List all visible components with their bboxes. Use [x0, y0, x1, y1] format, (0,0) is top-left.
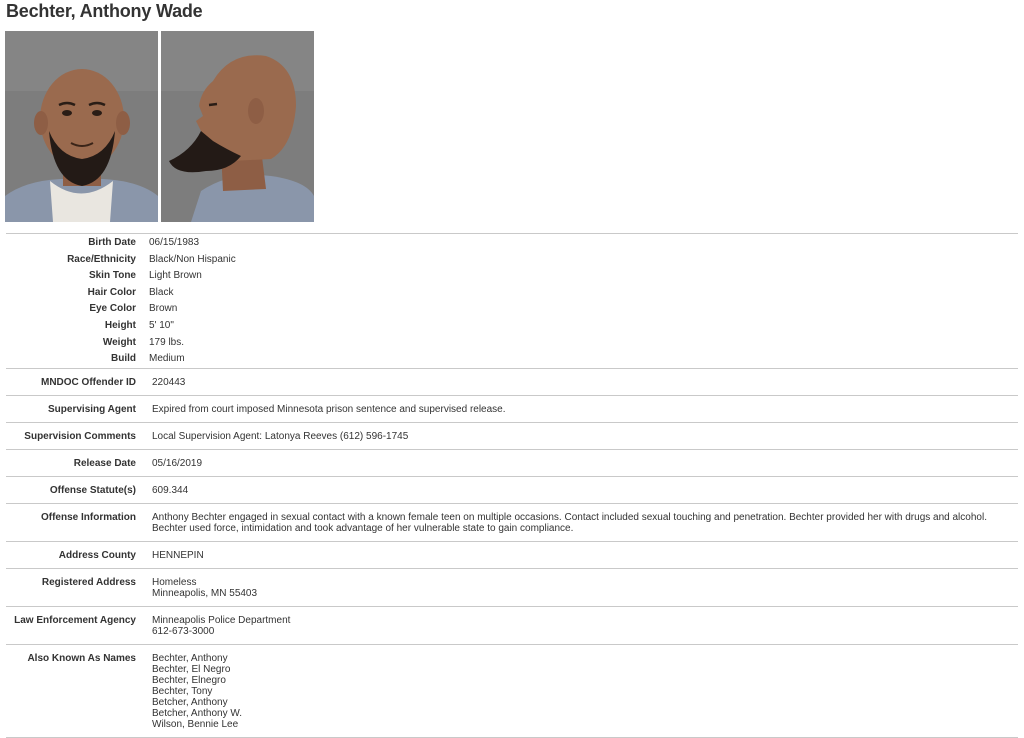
supervising-agent-label: Supervising Agent	[48, 403, 136, 415]
aka-names-label: Also Known As Names	[27, 652, 136, 664]
bio-label: Build	[111, 353, 136, 365]
registered-address-label: Registered Address	[41, 576, 136, 588]
bio-row	[6, 351, 1018, 368]
bio-value: Black	[149, 286, 174, 298]
law-enforcement-agency-section	[6, 606, 1018, 644]
bio-value: Light Brown	[149, 270, 202, 282]
photo-gallery	[5, 31, 314, 222]
bio-row	[6, 335, 1018, 352]
law-enforcement-agency-value: Minneapolis Police Department 612-673-3000	[152, 614, 291, 637]
bio-value: 179 lbs.	[149, 336, 185, 348]
bio-row	[6, 318, 1018, 335]
law-enforcement-agency-label: Law Enforcement Agency	[14, 614, 136, 626]
address-county-label: Address County	[58, 549, 136, 561]
bio-row	[6, 268, 1018, 285]
supervision-comments-section	[6, 422, 1018, 449]
physical-description-section	[6, 233, 1018, 368]
offense-information-section	[6, 503, 1018, 541]
offender-id-section	[6, 368, 1018, 395]
registered-address-value: Homeless Minneapolis, MN 55403	[152, 576, 258, 599]
bio-label: Race/Ethnicity	[67, 253, 136, 265]
offender-id-value: 220443	[152, 376, 186, 388]
page-title: Bechter, Anthony Wade	[6, 1, 203, 21]
address-county-section	[6, 541, 1018, 568]
release-date-value: 05/16/2019	[152, 457, 203, 469]
bio-row	[6, 301, 1018, 318]
bio-label: Hair Color	[87, 286, 136, 298]
supervision-comments-label: Supervision Comments	[24, 430, 136, 442]
offense-statute-value: 609.344	[152, 484, 189, 496]
bio-value: 06/15/1983	[149, 237, 200, 248]
registered-address-section	[6, 568, 1018, 606]
supervising-agent-value: Expired from court imposed Minnesota prison sentence and supervised release.	[152, 403, 506, 415]
offense-information-label: Offense Information	[40, 511, 136, 523]
supervising-agent-section	[6, 395, 1018, 422]
bio-label: Weight	[102, 336, 136, 348]
offender-details	[6, 233, 1018, 738]
bio-row	[6, 235, 1018, 252]
mugshot-profile-icon	[161, 31, 314, 222]
offense-statute-label: Offense Statute(s)	[49, 484, 136, 496]
bio-value: 5' 10"	[149, 319, 174, 331]
aka-names-value: Bechter, Anthony Bechter, El Negro Bechter, Elnegro Bechter, Tony Betcher, Anthony Betcher, Anthony W. Wilson, Bennie Lee	[152, 652, 243, 730]
mugshot-profile-photo[interactable]	[161, 31, 314, 222]
supervision-comments-value: Local Supervision Agent: Latonya Reeves (612) 596-1745	[152, 430, 409, 442]
bio-row	[6, 285, 1018, 302]
bio-label: Height	[104, 319, 136, 331]
offense-statute-section	[6, 476, 1018, 503]
bio-value: Black/Non Hispanic	[149, 253, 236, 265]
bio-label: Birth Date	[88, 237, 136, 248]
mugshot-front-photo[interactable]	[5, 31, 158, 222]
mugshot-front-icon	[5, 31, 158, 222]
offense-information-value: Anthony Bechter engaged in sexual contact with a known female teen on multiple occasions. Contact included sexual touching and penetration. Bechter provided her with drugs and alcohol. Bechter used force, intimidation and took advantage of her vulnerable state to gain compliance.	[152, 511, 987, 534]
bio-label: Eye Color	[89, 303, 136, 315]
aka-names-section	[6, 644, 1018, 738]
bio-row	[6, 252, 1018, 269]
bio-value: Medium	[149, 353, 185, 365]
bio-label: Skin Tone	[88, 270, 136, 282]
offender-id-label: MNDOC Offender ID	[41, 376, 136, 388]
release-date-label: Release Date	[73, 457, 136, 469]
address-county-value: HENNEPIN	[152, 549, 204, 561]
bio-value: Brown	[149, 303, 178, 315]
release-date-section	[6, 449, 1018, 476]
